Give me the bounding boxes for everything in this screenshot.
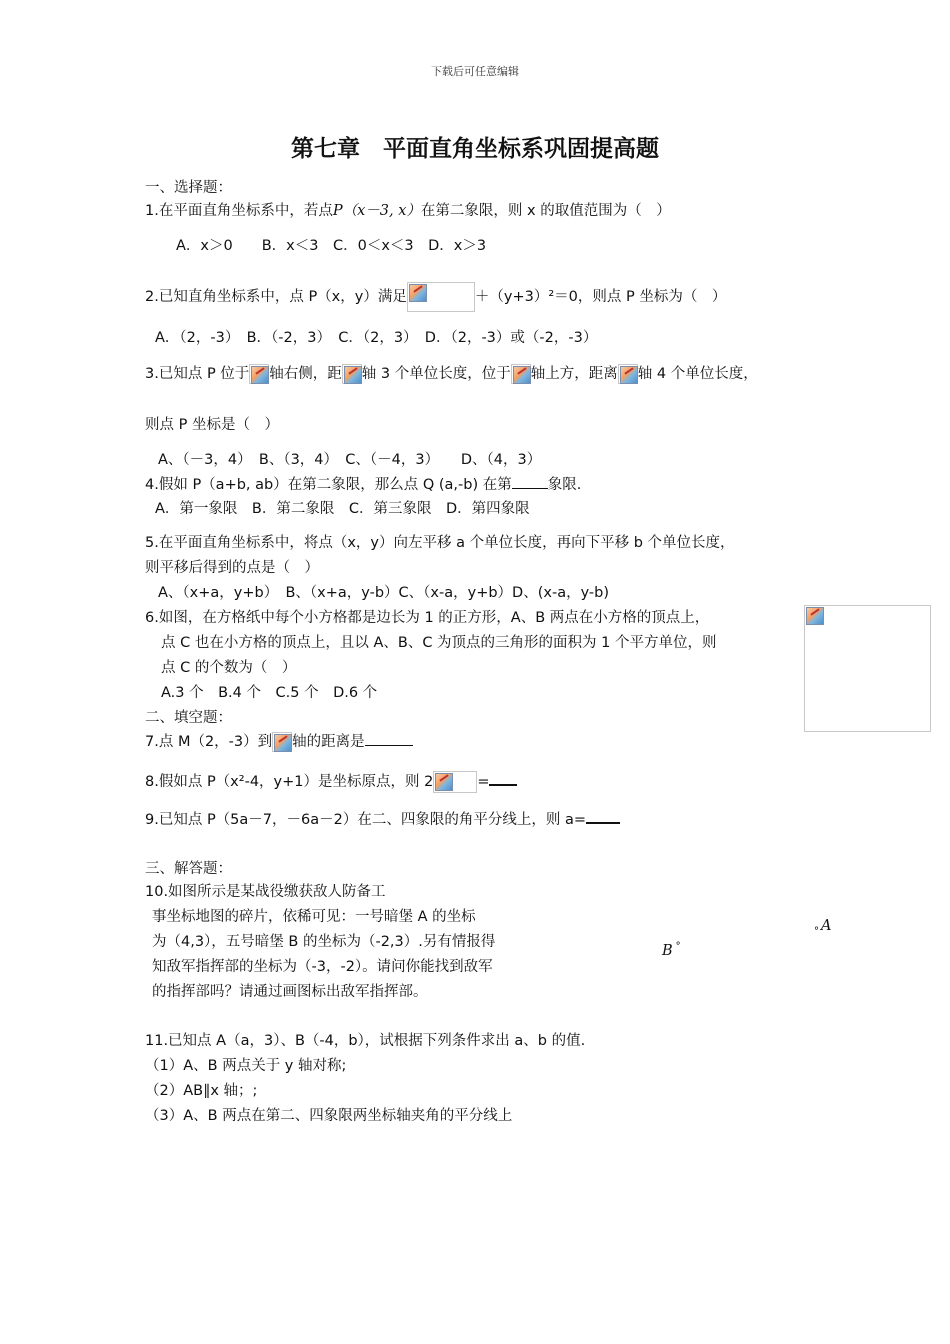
- broken-image-icon: [407, 282, 475, 312]
- question-10-line-1: 10.如图所示是某战役缴获敌人防备工: [145, 884, 386, 900]
- section-fill-heading: 二、填空题：: [145, 710, 232, 726]
- broken-image-icon: [249, 364, 269, 384]
- broken-image-icon: [618, 364, 638, 384]
- question-2-options: A．（2，-3） B．（-2，3） C．（2，3） D．（2，-3）或（-2，-3）: [155, 330, 598, 346]
- question-8: [145, 770, 517, 793]
- question-2-text-a: 2.已知直角坐标系中，点 P（x，y）满足: [145, 289, 407, 305]
- point-b-label: B °: [662, 941, 681, 959]
- question-3-part-1: 3.已知点 P 位于: [145, 366, 250, 382]
- question-1-text-b: 在第二象限，则 x 的取值范围为（ ）: [420, 203, 671, 219]
- section-answer-heading: 三、解答题：: [145, 861, 232, 877]
- question-10-line-2: 事坐标地图的碎片，依稀可见：一号暗堡 A 的坐标: [152, 909, 476, 925]
- question-4: [145, 474, 581, 495]
- question-6-options: A.3 个 B.4 个 C.5 个 D.6 个: [161, 685, 378, 701]
- question-5-options: A、（x+a，y+b） B、（x+a，y-b）C、（x-a，y+b）D、(x-a，y-b): [158, 585, 609, 601]
- broken-image-icon: [342, 364, 362, 384]
- answer-blank: [489, 770, 517, 786]
- question-7: [145, 731, 413, 752]
- question-5-line-2: 则平移后得到的点是（ ）: [145, 560, 319, 576]
- broken-image-icon: [511, 364, 531, 384]
- question-10-line-5: 的指挥部吗？请通过画图标出敌军指挥部。: [152, 984, 428, 1000]
- question-1-point: P（x－3, x）: [332, 203, 421, 219]
- question-2: [145, 282, 726, 312]
- question-6-line-1: 6.如图，在方格纸中每个小方格都是边长为 1 的正方形，A、B 两点在小方格的顶点上，: [145, 610, 710, 626]
- question-7-text-b: 轴的距离是: [292, 734, 365, 750]
- question-3: [145, 364, 758, 384]
- question-1-text-a: 1.在平面直角坐标系中，若点: [145, 203, 333, 219]
- question-2-text-b: ＋（y+3）²＝0，则点 P 坐标为（ ）: [474, 289, 727, 305]
- question-6-line-3: 点 C 的个数为（ ）: [161, 660, 297, 676]
- question-8-text-a: 8.假如点 P（x²-4，y+1）是坐标原点，则 2: [145, 774, 434, 790]
- question-1-options: A．x＞0 B．x＜3 C．0＜x＜3 D．x＞3: [176, 238, 487, 254]
- question-5-line-1: 5.在平面直角坐标系中，将点（x，y）向左平移 a 个单位长度，再向下平移 b 个单位长度，: [145, 535, 735, 551]
- question-8-text-b: =: [477, 774, 490, 790]
- question-3-part-2: 轴右侧，距: [269, 366, 342, 382]
- question-3-part-3: 轴 3 个单位长度，位于: [361, 366, 511, 382]
- question-3-options: A、（－3，4） B、（3，4） C、（－4，3） D、（4，3）: [158, 452, 542, 468]
- page-title: 第七章 平面直角坐标系巩固提高题: [291, 136, 659, 162]
- section-choice-heading: 一、选择题：: [145, 180, 232, 196]
- question-11-line-1: 11.已知点 A（a，3）、B（-4，b），试根据下列条件求出 a、b 的值.: [145, 1033, 586, 1049]
- point-a-label: $^\circ$ A: [814, 918, 832, 937]
- question-11-condition-3: （3）A、B 两点在第二、四象限两坐标轴夹角的平分线上: [145, 1108, 513, 1124]
- question-11-condition-2: （2）AB∥x 轴；;: [145, 1083, 258, 1099]
- answer-blank: [512, 474, 548, 489]
- question-10-line-4: 知敌军指挥部的坐标为（-3，-2）。请问你能找到敌军: [152, 959, 493, 975]
- page-header: 下载后可任意编辑: [431, 65, 519, 78]
- question-4-text-end: 象限.: [547, 477, 582, 493]
- question-4-options: A．第一象限 B．第二象限 C．第三象限 D．第四象限: [155, 501, 530, 517]
- question-6-figure-placeholder: [804, 605, 931, 732]
- answer-blank: [586, 808, 620, 824]
- question-3-line-2: 则点 P 坐标是（ ）: [145, 417, 279, 433]
- question-3-part-5: 轴 4 个单位长度，: [637, 366, 758, 382]
- question-7-text-a: 7.点 M（2，-3）到: [145, 734, 273, 750]
- question-6-line-2: 点 C 也在小方格的顶点上，且以 A、B、C 为顶点的三角形的面积为 1 个平方单位，则: [161, 635, 717, 651]
- answer-blank: [365, 731, 413, 746]
- question-10-line-3: 为（4,3），五号暗堡 B 的坐标为（-2,3）.另有情报得: [152, 934, 496, 950]
- question-9: [145, 808, 620, 830]
- question-11-condition-1: （1）A、B 两点关于 y 轴对称;: [145, 1058, 347, 1074]
- broken-image-icon: [433, 771, 477, 793]
- question-4-text: 4.假如 P（a+b, ab）在第二象限，那么点 Q (a,-b) 在第: [145, 477, 512, 493]
- question-9-text: 9.已知点 P（5a－7，－6a－2）在二、四象限的角平分线上，则 a=: [145, 812, 587, 828]
- broken-image-icon: [272, 732, 292, 752]
- question-1: [145, 201, 671, 221]
- question-3-part-4: 轴上方，距离: [530, 366, 618, 382]
